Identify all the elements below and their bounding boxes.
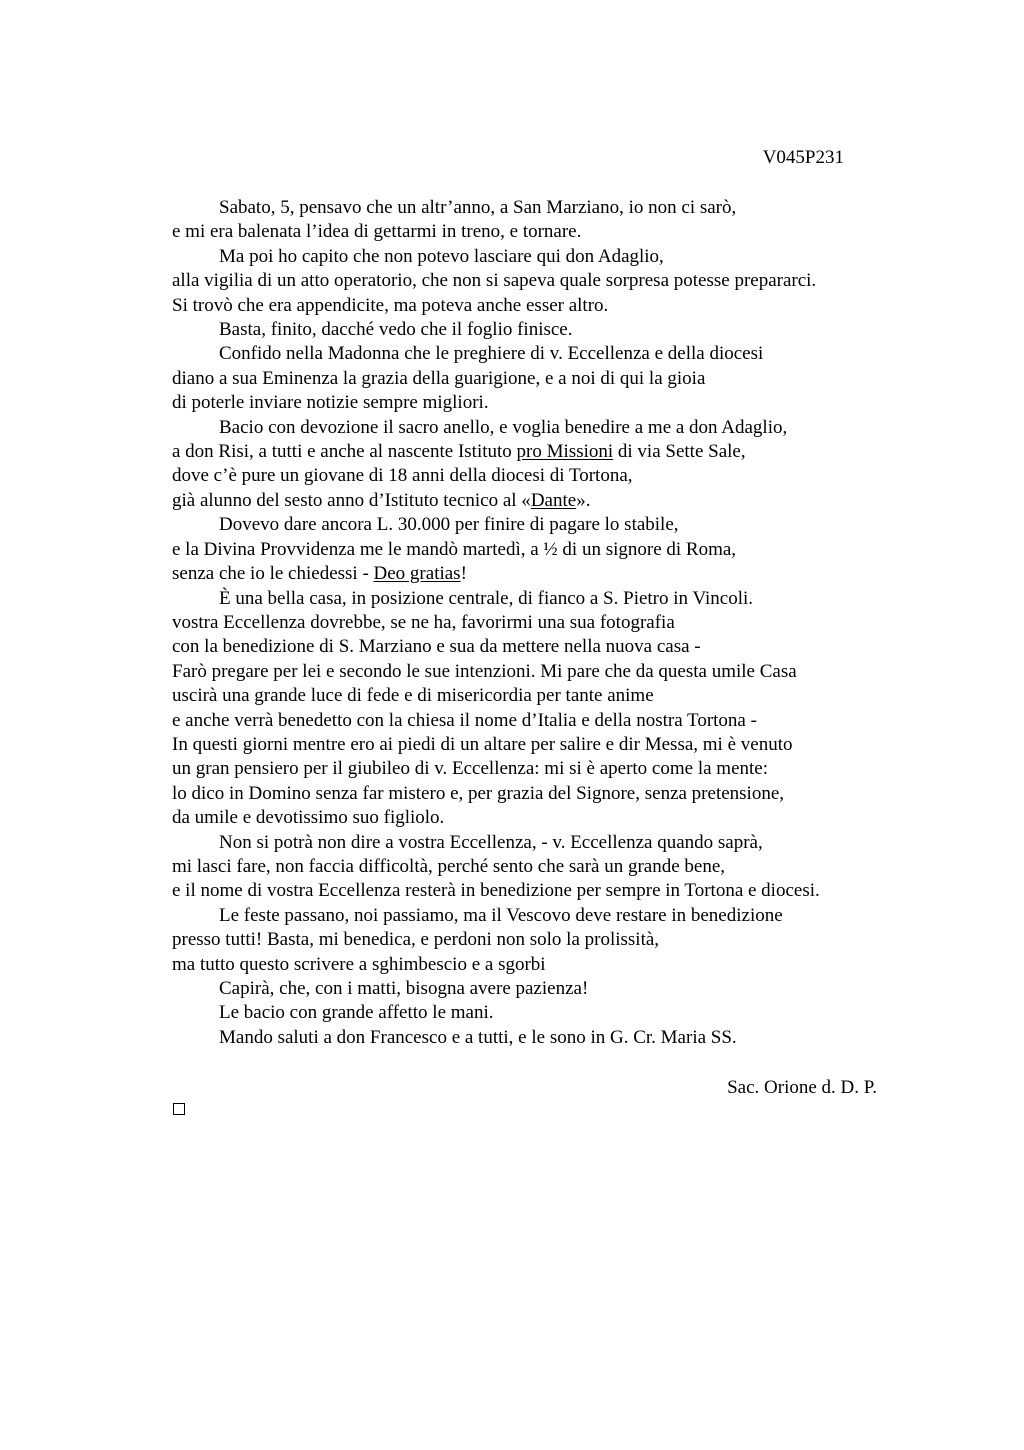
letter-line: diano a sua Eminenza la grazia della guarigione, e a noi di qui la gioia [172, 367, 706, 389]
letter-line: Basta, finito, dacché vedo che il foglio finisce. [219, 319, 573, 341]
letter-line: un gran pensiero per il giubileo di v. Eccellenza: mi si è aperto come la mente: [172, 758, 768, 780]
letter-line: Ma poi ho capito che non potevo lasciare qui don Adaglio, [219, 245, 664, 267]
letter-line: vostra Eccellenza dovrebbe, se ne ha, favorirmi una sua fotografia [172, 611, 675, 633]
line-text-after: di via Sette Sale, [613, 441, 746, 463]
letter-line: e anche verrà benedetto con la chiesa il nome d’Italia e della nostra Tortona - [172, 709, 757, 731]
letter-line [172, 489, 892, 513]
letter-line: e il nome di vostra Eccellenza resterà in benedizione per sempre in Tortona e diocesi. [172, 880, 820, 902]
line-text-after: ». [576, 489, 591, 511]
line-text-after: ! [460, 563, 467, 585]
letter-line: Confido nella Madonna che le preghiere di v. Eccellenza e della diocesi [219, 343, 764, 365]
letter-line: Le feste passano, noi passiamo, ma il Vescovo deve restare in benedizione [219, 904, 783, 926]
letter-line: Dovevo dare ancora L. 30.000 per finire di pagare lo stabile, [219, 514, 679, 536]
letter-line: di poterle inviare notizie sempre migliori. [172, 392, 489, 414]
line-text-before: già alunno del sesto anno d’Istituto tecnico al « [172, 489, 531, 511]
line-text-before: a don Risi, a tutti e anche al nascente Istituto [172, 441, 517, 463]
letter-line: uscirà una grande luce di fede e di misericordia per tante anime [172, 685, 654, 707]
letter-line: Sabato, 5, pensavo che un altr’anno, a San Marziano, io non ci sarò, [219, 197, 737, 218]
letter-line: Mando saluti a don Francesco e a tutti, e le sono in G. Cr. Maria SS. [219, 1026, 737, 1048]
letter-line: Non si potrà non dire a vostra Eccellenza, - v. Eccellenza quando saprà, [219, 831, 763, 853]
underlined-phrase: Deo gratias [373, 563, 461, 585]
underlined-phrase: pro Missioni [516, 441, 614, 463]
letter-line: Bacio con devozione il sacro anello, e voglia benedire a me a don Adaglio, [219, 416, 788, 438]
line-text-before: senza che io le chiedessi - [172, 563, 374, 585]
page-identifier: V045P231 [762, 147, 844, 168]
letter-line: È una bella casa, in posizione centrale, di fianco a S. Pietro in Vincoli. [219, 587, 754, 609]
letter-line: In questi giorni mentre ero ai piedi di un altare per salire e dir Messa, mi è venuto [172, 733, 793, 755]
letter-line: Le bacio con grande affetto le mani. [219, 1002, 494, 1024]
letter-line: e la Divina Provvidenza me le mandò martedì, a ½ di un signore di Roma, [172, 538, 737, 560]
letter-line: Capirà, che, con i matti, bisogna avere pazienza! [219, 978, 589, 999]
letter-line: e mi era balenata l’idea di gettarmi in treno, e tornare. [172, 221, 582, 243]
letter-line: alla vigilia di un atto operatorio, che non si sapeva quale sorpresa potesse prepararci. [172, 270, 817, 292]
letter-line: dove c’è pure un giovane di 18 anni della diocesi di Tortona, [172, 465, 633, 487]
letter-line: Si trovò che era appendicite, ma poteva anche esser altro. [172, 294, 609, 316]
letter-line [172, 440, 892, 464]
letter-line: con la benedizione di S. Marziano e sua da mettere nella nuova casa - [172, 636, 701, 658]
letter-line: lo dico in Domino senza far mistero e, per grazia del Signore, senza pretensione, [172, 782, 785, 804]
letter-line: Farò pregare per lei e secondo le sue intenzioni. Mi pare che da questa umile Casa [172, 660, 797, 682]
underlined-phrase: Dante [530, 489, 577, 511]
signature: Sac. Orione d. D. P. [727, 1077, 877, 1098]
letter-body [172, 196, 892, 1050]
square-outline-icon [173, 1103, 185, 1115]
letter-line: da umile e devotissimo suo figliolo. [172, 807, 445, 829]
letter-line: mi lasci fare, non faccia difficoltà, perché sento che sarà un grande bene, [172, 855, 726, 877]
letter-line: presso tutti! Basta, mi benedica, e perdoni non solo la prolissità, [172, 929, 660, 951]
letter-line [172, 562, 892, 586]
letter-line: ma tutto questo scrivere a sghimbescio e a sgorbi [172, 953, 546, 975]
